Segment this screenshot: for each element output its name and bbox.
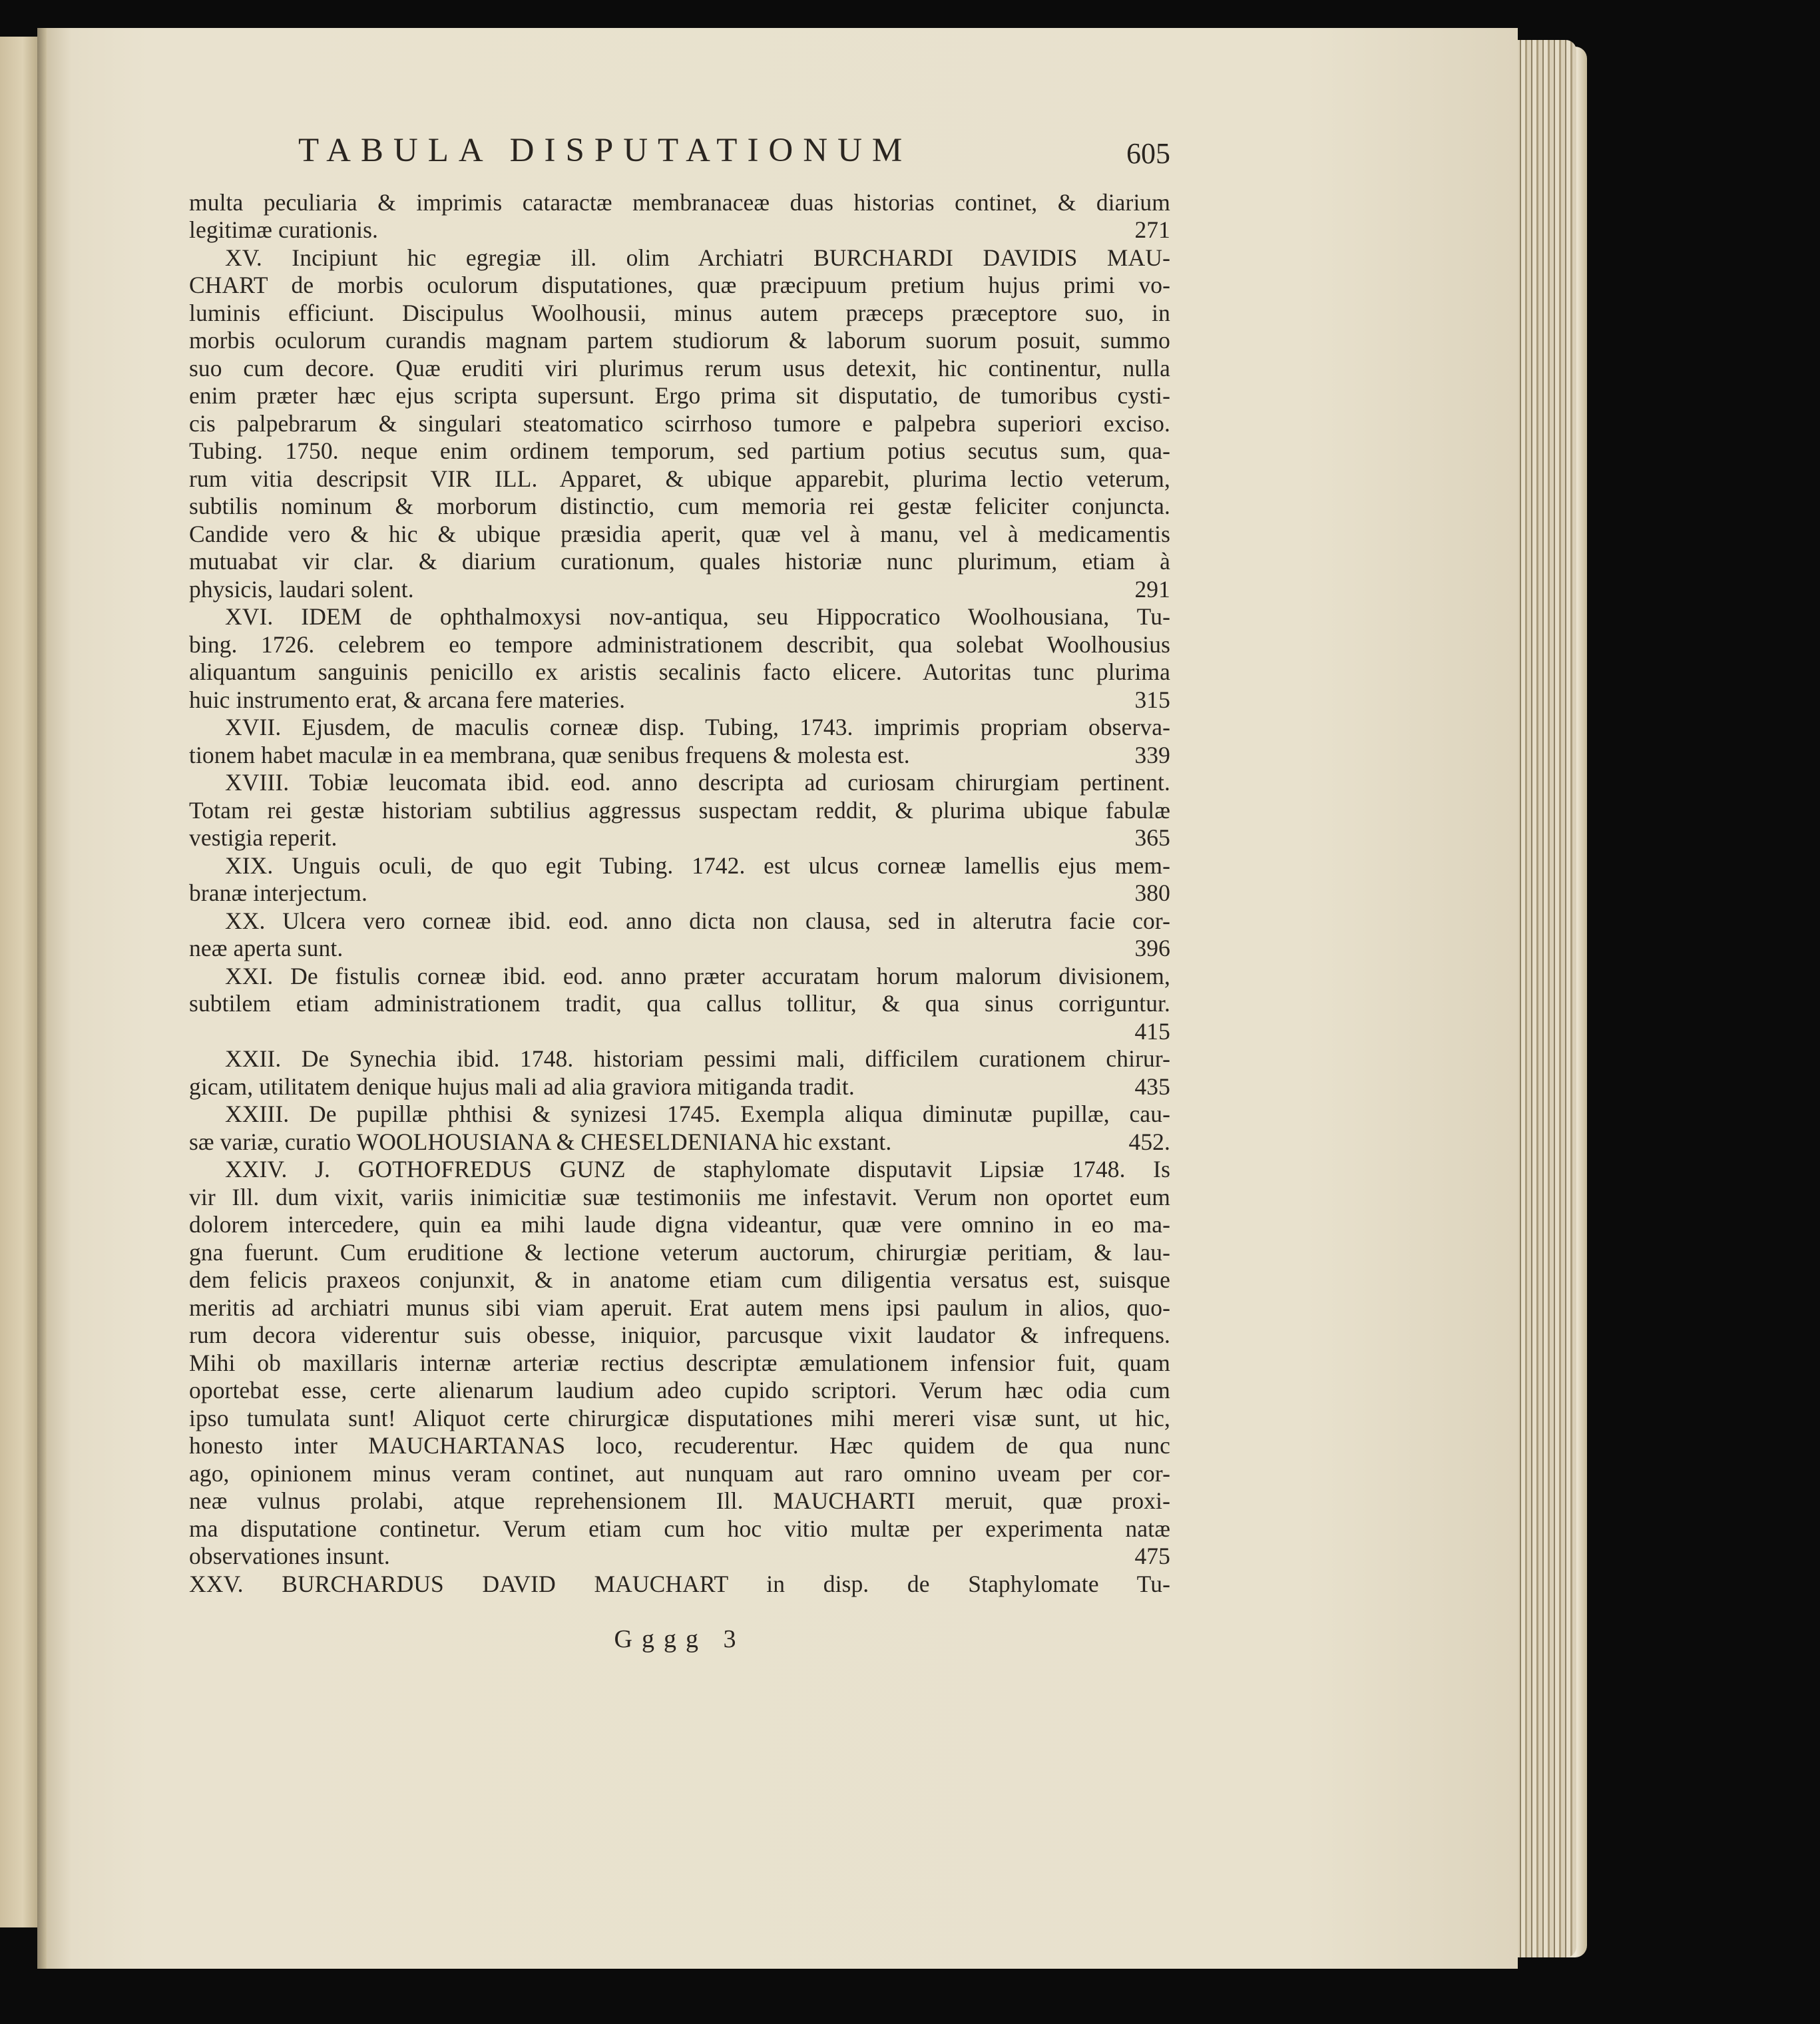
text-line: XVII. Ejusdem, de maculis corneæ disp. Tubing, 1743. imprimis propriam observa- bbox=[225, 714, 1170, 740]
text-line: luminis efficiunt. Discipulus Woolhousii, minus autem præceps præceptore suo, in bbox=[189, 300, 1170, 326]
text-line: XIX. Unguis oculi, de quo egit Tubing. 1742. est ulcus corneæ lamellis ejus mem- bbox=[225, 852, 1170, 879]
text-line: ipso tumulata sunt! Aliquot certe chirurgicæ disputationes mihi mereri visæ sunt, ut hic, bbox=[189, 1405, 1170, 1431]
text-line: suo cum decore. Quæ eruditi viri plurimus rerum usus detexit, hic continentur, nulla bbox=[189, 355, 1170, 381]
text-line: Mihi ob maxillaris internæ arteriæ rectius descriptæ æmulationem infensior fuit, quam bbox=[189, 1350, 1170, 1376]
text-line: dolorem intercedere, quin ea mihi laude digna videantur, quæ vere omnino in eo ma- bbox=[189, 1211, 1170, 1238]
page-ref: 396 bbox=[1134, 935, 1170, 961]
text-line: subtilis nominum & morborum distinctio, cum memoria rei gestæ feliciter conjuncta. bbox=[189, 493, 1170, 519]
page-ref: 380 bbox=[1134, 880, 1170, 906]
text-line bbox=[189, 1073, 1170, 1101]
line-text: tionem habet maculæ in ea membrana, quæ senibus frequens & molesta est. bbox=[189, 742, 910, 768]
page-ref: 475 bbox=[1134, 1543, 1170, 1569]
text-line: CHART de morbis oculorum disputationes, quæ præcipuum pretium hujus primi vo- bbox=[189, 272, 1170, 298]
text-line: XXI. De fistulis corneæ ibid. eod. anno præter accuratam horum malorum divisionem, bbox=[225, 963, 1170, 989]
text-line: morbis oculorum curandis magnam partem studiorum & laborum suorum posuit, summo bbox=[189, 327, 1170, 354]
text-line: XV. Incipiunt hic egregiæ ill. olim Archiatri BURCHARDI DAVIDIS MAU- bbox=[225, 244, 1170, 271]
page-ref: 291 bbox=[1134, 576, 1170, 603]
line-text: gicam, utilitatem denique hujus mali ad alia graviora mitiganda tradit. bbox=[189, 1073, 855, 1100]
text-line bbox=[189, 1542, 1170, 1570]
line-text: branæ interjectum. bbox=[189, 880, 367, 906]
page-ref: 452. bbox=[1128, 1129, 1170, 1155]
text-line: meritis ad archiatri munus sibi viam aperuit. Erat autem mens ipsi paulum in alios, quo- bbox=[189, 1294, 1170, 1321]
text-line: XVI. IDEM de ophthalmoxysi nov-antiqua, seu Hippocratico Woolhousiana, Tu- bbox=[225, 603, 1170, 630]
text-line bbox=[189, 934, 1170, 962]
text-line bbox=[189, 686, 1170, 714]
text-line: neæ vulnus prolabi, atque reprehensionem Ill. MAUCHARTI meruit, quæ proxi- bbox=[189, 1487, 1170, 1514]
text-line: Totam rei gestæ historiam subtilius aggressus suspectam reddit, & plurima ubique fabulæ bbox=[189, 797, 1170, 824]
text-line: gna fuerunt. Cum eruditione & lectione veterum auctorum, chirurgiæ peritiam, & lau- bbox=[189, 1239, 1170, 1266]
line-text: vestigia reperit. bbox=[189, 824, 338, 851]
page-ref: 435 bbox=[1134, 1073, 1170, 1100]
running-head bbox=[298, 131, 1170, 171]
signature-mark: Gggg 3 bbox=[614, 1625, 746, 1653]
line-text: sæ variæ, curatio WOOLHOUSIANA & CHESELDENIANA hic exstant. bbox=[189, 1129, 892, 1155]
page-ref: 415 bbox=[1134, 1018, 1170, 1045]
text-line bbox=[225, 1597, 1170, 1625]
text-line: XXV. BURCHARDUS DAVID MAUCHART in disp. de Staphylomate Tu- bbox=[189, 1571, 1170, 1597]
text-line: dem felicis praxeos conjunxit, & in anatome etiam cum diligentia versatus est, suisque bbox=[189, 1266, 1170, 1293]
text-line bbox=[189, 216, 1170, 244]
text-line bbox=[189, 879, 1170, 907]
text-line: Candide vero & hic & ubique præsidia aperit, quæ vel à manu, vel à medicamentis bbox=[189, 521, 1170, 547]
text-line bbox=[189, 575, 1170, 603]
text-line: enim præter hæc ejus scripta supersunt. Ergo prima sit disputatio, de tumoribus cysti- bbox=[189, 382, 1170, 409]
facing-page-edge bbox=[0, 37, 41, 1927]
line-text: physicis, laudari solent. bbox=[189, 576, 414, 603]
text-line: XVIII. Tobiæ leucomata ibid. eod. anno descripta ad curiosam chirurgiam pertinent. bbox=[225, 769, 1170, 796]
text-line: bing. 1726. celebrem eo tempore administrationem describit, qua solebat Woolhousius bbox=[189, 631, 1170, 658]
text-line: Tubing. 1750. neque enim ordinem temporum, sed partium potius secutus sum, qua- bbox=[189, 437, 1170, 464]
line-text: huic instrumento erat, & arcana fere materies. bbox=[189, 686, 626, 713]
text-line: aliquantum sanguinis penicillo ex aristis secalinis facto elicere. Autoritas tunc plurima bbox=[189, 658, 1170, 685]
text-line bbox=[189, 1128, 1170, 1156]
text-line: XXIII. De pupillæ phthisi & synizesi 1745. Exempla aliqua diminutæ pupillæ, cau- bbox=[225, 1101, 1170, 1127]
page-ref: 339 bbox=[1134, 742, 1170, 768]
text-line: oportebat esse, certe alienarum laudium adeo cupido scriptori. Verum hæc odia cum bbox=[189, 1377, 1170, 1403]
line-text: neæ aperta sunt. bbox=[189, 935, 343, 961]
page-number: 605 bbox=[1126, 137, 1170, 170]
line-text: legitimæ curationis. bbox=[189, 216, 378, 243]
text-line bbox=[189, 824, 1170, 852]
text-line: subtilem etiam administrationem tradit, qua callus tollitur, & qua sinus corriguntur. bbox=[189, 990, 1170, 1017]
text-line: multa peculiaria & imprimis cataractæ membranaceæ duas historias continet, & diarium bbox=[189, 189, 1170, 216]
text-line: vir Ill. dum vixit, variis inimicitiæ suæ testimoniis me infestavit. Verum non oportet eum bbox=[189, 1184, 1170, 1210]
text-line: rum vitia descripsit VIR ILL. Apparet, & ubique apparebit, plurima lectio veterum, bbox=[189, 465, 1170, 492]
text-line: XXII. De Synechia ibid. 1748. historiam pessimi mali, difficilem curationem chirur- bbox=[225, 1045, 1170, 1072]
page-stack-edge bbox=[1510, 40, 1576, 1957]
text-line bbox=[189, 741, 1170, 769]
running-head-title: TABULA DISPUTATIONUM bbox=[298, 132, 913, 169]
page-ref: 315 bbox=[1134, 686, 1170, 713]
line-text: observationes insunt. bbox=[189, 1543, 390, 1569]
page-ref: 271 bbox=[1134, 216, 1170, 243]
text-line: honesto inter MAUCHARTANAS loco, recuderentur. Hæc quidem de qua nunc bbox=[189, 1432, 1170, 1459]
text-line: ma disputatione continetur. Verum etiam cum hoc vitio multæ per experimenta natæ bbox=[189, 1515, 1170, 1542]
text-line: XX. Ulcera vero corneæ ibid. eod. anno dicta non clausa, sed in alterutra facie cor- bbox=[225, 907, 1170, 934]
gutter bbox=[37, 28, 47, 1969]
text-line: mutuabat vir clar. & diarium curationum, quales historiæ nunc plurimum, etiam à bbox=[189, 548, 1170, 575]
text-line: XXIV. J. GOTHOFREDUS GUNZ de staphylomate disputavit Lipsiæ 1748. Is bbox=[225, 1156, 1170, 1182]
text-line: ago, opinionem minus veram continet, aut nunquam aut raro omnino uveam per cor- bbox=[189, 1460, 1170, 1487]
text-line: rum decora viderentur suis obesse, iniquior, parcusque vixit laudator & infrequens. bbox=[189, 1322, 1170, 1348]
text-line: cis palpebrarum & singulari steatomatico scirrhoso tumore e palpebra superiori exciso. bbox=[189, 410, 1170, 437]
page-ref: 365 bbox=[1134, 824, 1170, 851]
